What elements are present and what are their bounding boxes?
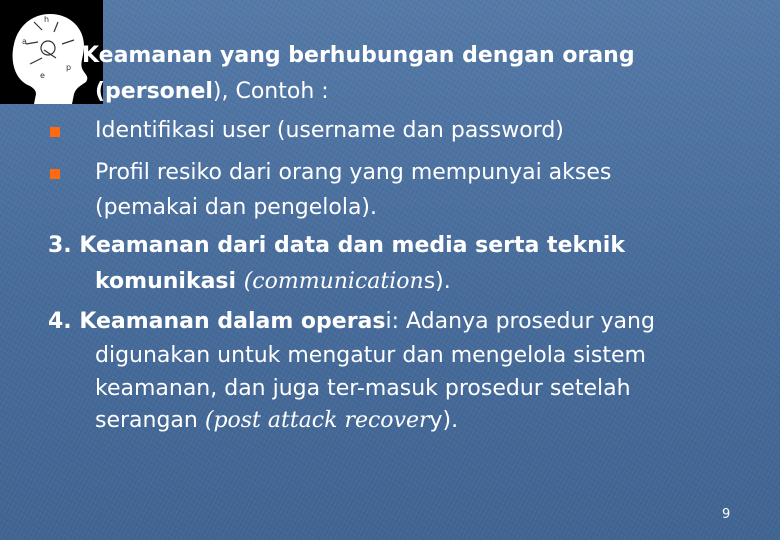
item3-line2 bbox=[95, 264, 451, 300]
page-number: 9 bbox=[722, 507, 731, 522]
item2-contoh: ), Contoh : bbox=[212, 79, 329, 104]
item3-communication: (communication bbox=[243, 269, 424, 294]
item3-line1: 3. Keamanan dari data dan media serta teknik bbox=[48, 233, 625, 258]
item2-personel: (personel bbox=[95, 79, 213, 104]
svg-text:a: a bbox=[22, 37, 27, 46]
square-bullet-icon bbox=[50, 127, 60, 137]
svg-text:h: h bbox=[44, 15, 50, 24]
sub-item-1: Identifikasi user (username dan password) bbox=[95, 118, 564, 143]
item2-line1 bbox=[82, 38, 635, 74]
item4-serangan: serangan bbox=[95, 408, 205, 433]
item3-end: s). bbox=[423, 269, 451, 294]
item2-line2 bbox=[95, 74, 329, 110]
item4-line4 bbox=[95, 403, 458, 439]
item4-line1 bbox=[48, 304, 655, 340]
item2-heading: Keamanan yang berhubungan dengan orang bbox=[82, 43, 635, 68]
svg-text:e: e bbox=[40, 71, 45, 80]
svg-text:p: p bbox=[66, 63, 72, 72]
item3-komunikasi: komunikasi bbox=[95, 269, 244, 294]
square-bullet-icon bbox=[50, 169, 60, 179]
sub-item-2-line2: (pemakai dan pengelola). bbox=[95, 195, 378, 220]
item4-rest: i: Adanya prosedur yang bbox=[385, 309, 655, 334]
item4-post-attack: (post attack recover bbox=[204, 408, 430, 433]
item4-line2: digunakan untuk mengatur dan mengelola sistem bbox=[95, 343, 646, 368]
item4-line3: keamanan, dan juga ter-masuk prosedur setelah bbox=[95, 376, 631, 401]
item4-end: y). bbox=[429, 408, 459, 433]
sub-item-2-line1: Profil resiko dari orang yang mempunyai akses bbox=[95, 160, 612, 185]
item4-heading: 4. Keamanan dalam operas bbox=[48, 309, 386, 334]
